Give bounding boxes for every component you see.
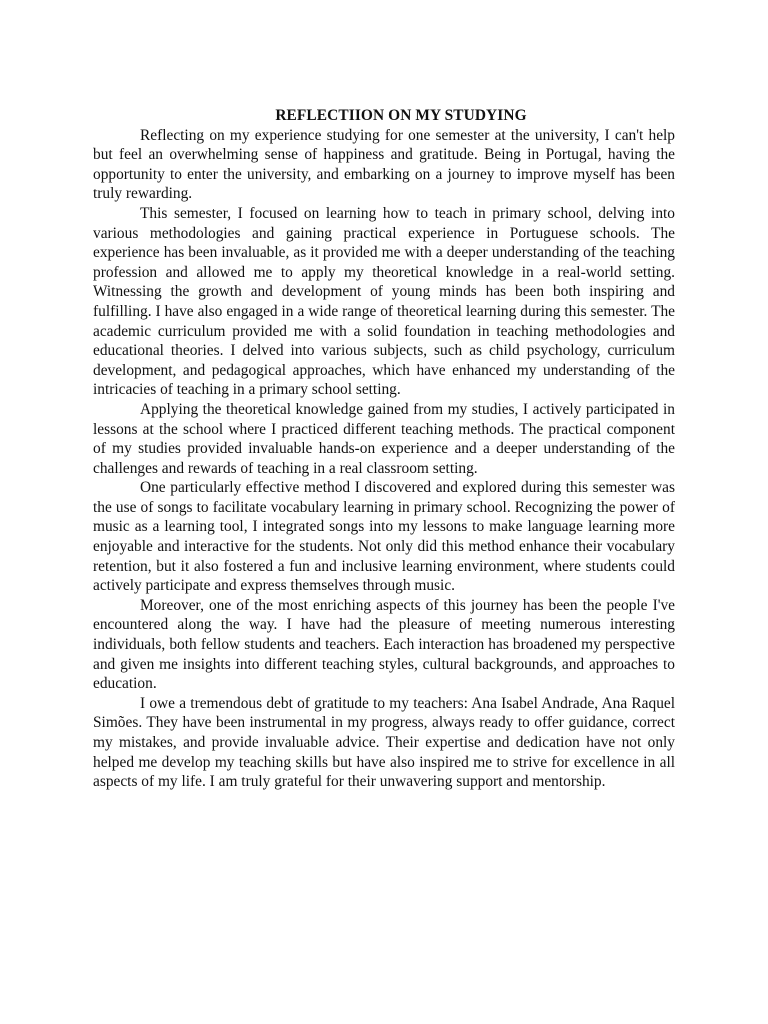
paragraph-applying-knowledge: Applying the theoretical knowledge gained from my studies, I actively participated in lessons at the school where I practiced different teaching methods. The practical component of my studies provided invaluable hands-on experience and a deeper understanding of the challenges and rewards of teaching in a real classroom setting. xyxy=(93,400,675,477)
document-page xyxy=(93,106,675,792)
paragraph-intro: Reflecting on my experience studying for one semester at the university, I can't help but feel an overwhelming sense of happiness and gratitude. Being in Portugal, having the opportunity to enter the university, and embarking on a journey to improve myself has been truly rewarding. xyxy=(93,126,675,203)
document-title: REFLECTIION ON MY STUDYING xyxy=(275,107,527,124)
paragraph-songs-method: One particularly effective method I discovered and explored during this semester was the use of songs to facilitate vocabulary learning in primary school. Recognizing the power of music as a learning tool, I integrated songs into my lessons to make language learning more enjoyable and interactive for the students. Not only did this method enhance their vocabulary retention, but it also fostered a fun and inclusive learning environment, where students could actively participate and express themselves through music. xyxy=(93,479,675,595)
paragraph-gratitude: I owe a tremendous debt of gratitude to my teachers: Ana Isabel Andrade, Ana Raquel Simões. They have been instrumental in my progress, always ready to offer guidance, correct my mistakes, and provide invaluable advice. Their expertise and dedication have not only helped me develop my teaching skills but have also inspired me to strive for excellence in all aspects of my life. I am truly grateful for their unwavering support and mentorship. xyxy=(93,694,675,791)
paragraph-people: Moreover, one of the most enriching aspects of this journey has been the people I've encountered along the way. I have had the pleasure of meeting numerous interesting individuals, both fellow students and teachers. Each interaction has broadened my perspective and given me insights into different teaching styles, cultural backgrounds, and approaches to education. xyxy=(93,596,675,693)
paragraph-semester-focus: This semester, I focused on learning how to teach in primary school, delving into various methodologies and gaining practical experience in Portuguese schools. The experience has been invaluable, as it provided me with a deeper understanding of the teaching profession and allowed me to apply my theoretical knowledge in a real-world setting. Witnessing the growth and development of young minds has been both inspiring and fulfilling. I have also engaged in a wide range of theoretical learning during this semester. The academic curriculum provided me with a solid foundation in teaching methodologies and educational theories. I delved into various subjects, such as child psychology, curriculum development, and pedagogical approaches, which have enhanced my understanding of the intricacies of teaching in a primary school setting. xyxy=(93,204,675,399)
